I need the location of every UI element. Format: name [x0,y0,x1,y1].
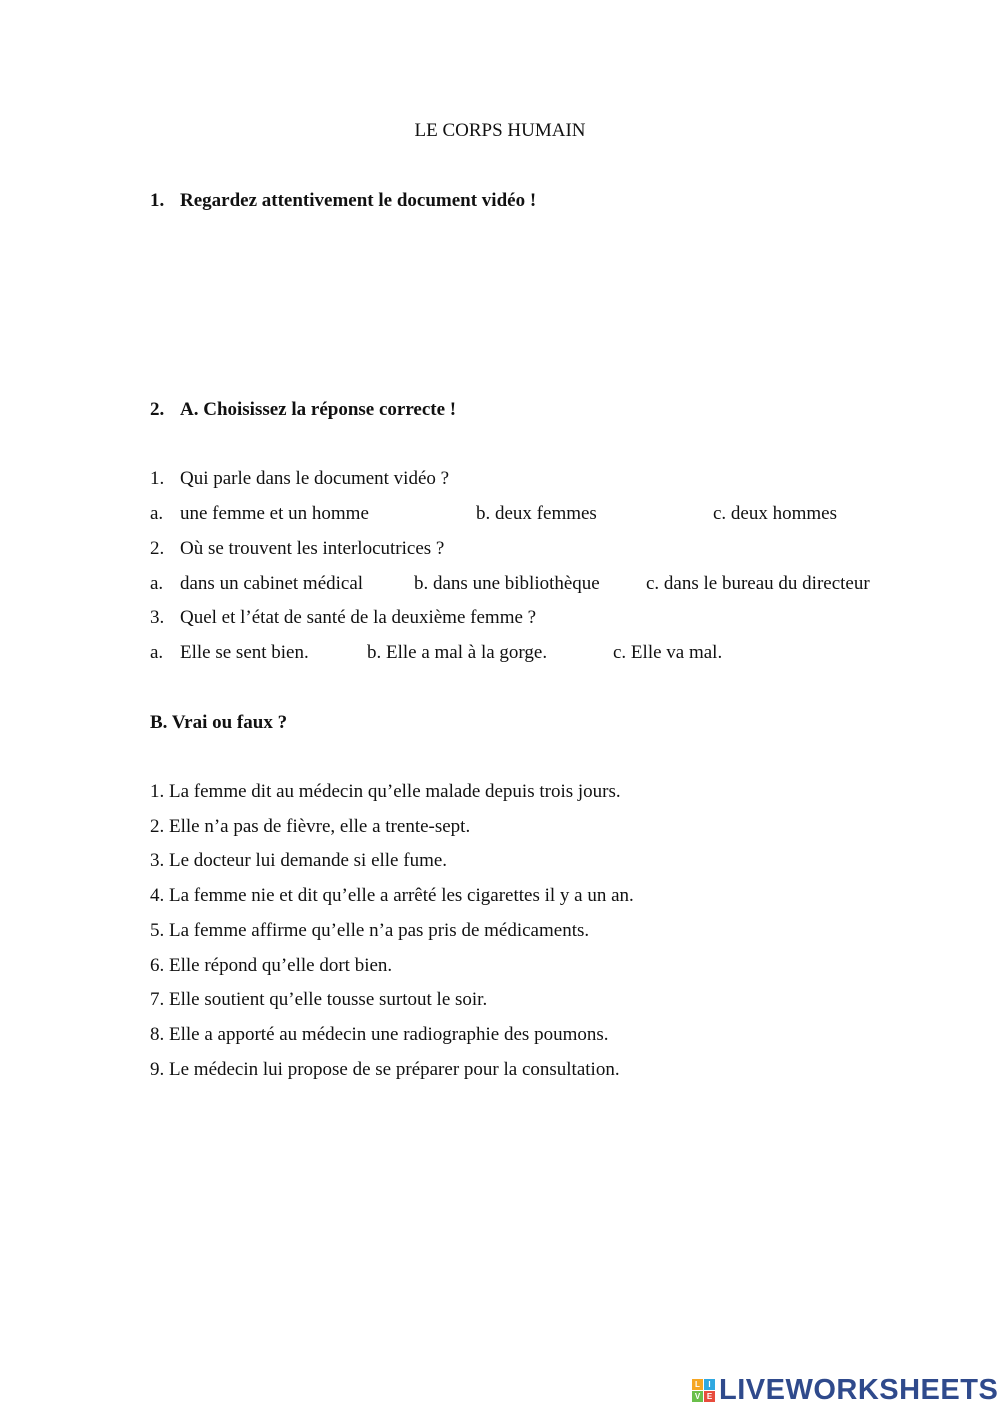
statement: 9. Le médecin lui propose de se préparer pour la consultation. [150,1059,620,1080]
section-2-number: 2. [150,399,165,420]
statement: 2. Elle n’a pas de fièvre, elle a trente-sept. [150,816,471,837]
liveworksheets-logo-icon [692,1379,715,1402]
option-b: b. dans une bibliothèque [414,573,600,594]
option-letter: a. [150,573,164,594]
logo-mark-l: L [692,1379,703,1390]
option-letter: a. [150,503,164,524]
option-a: dans un cabinet médical [180,573,364,594]
logo-mark-e: E [704,1391,715,1402]
statement: 5. La femme affirme qu’elle n’a pas pris de médicaments. [150,920,590,941]
section-1-number: 1. [150,190,165,211]
option-c: c. dans le bureau du directeur [646,573,870,594]
option-c: c. Elle va mal. [613,642,723,663]
logo-mark-v: V [692,1391,703,1402]
option-b: b. Elle a mal à la gorge. [367,642,548,663]
liveworksheets-logo [692,1373,998,1407]
statement: 6. Elle répond qu’elle dort bien. [150,955,393,976]
section-1-text: Regardez attentivement le document vidéo ! [180,190,537,211]
option-a: une femme et un homme [180,503,369,524]
option-a: Elle se sent bien. [180,642,309,663]
logo-mark-i: I [704,1379,715,1390]
statement: 8. Elle a apporté au médecin une radiographie des poumons. [150,1024,609,1045]
page-title: LE CORPS HUMAIN [414,120,586,141]
question-number: 1. [150,468,165,489]
question-text: Quel et l’état de santé de la deuxième femme ? [180,607,537,628]
question-text: Qui parle dans le document vidéo ? [180,468,450,489]
question-text: Où se trouvent les interlocutrices ? [180,538,445,559]
option-c: c. deux hommes [713,503,838,524]
statement: 1. La femme dit au médecin qu’elle malade depuis trois jours. [150,781,621,802]
option-letter: a. [150,642,164,663]
statement: 7. Elle soutient qu’elle tousse surtout le soir. [150,989,488,1010]
statement: 4. La femme nie et dit qu’elle a arrêté les cigarettes il y a un an. [150,885,634,906]
option-b: b. deux femmes [476,503,597,524]
section-2-text: A. Choisissez la réponse correcte ! [180,399,457,420]
liveworksheets-logo-text: LIVEWORKSHEETS [719,1373,999,1406]
question-number: 3. [150,607,165,628]
statement: 3. Le docteur lui demande si elle fume. [150,850,448,871]
question-number: 2. [150,538,165,559]
section-b-heading: B. Vrai ou faux ? [150,712,288,733]
